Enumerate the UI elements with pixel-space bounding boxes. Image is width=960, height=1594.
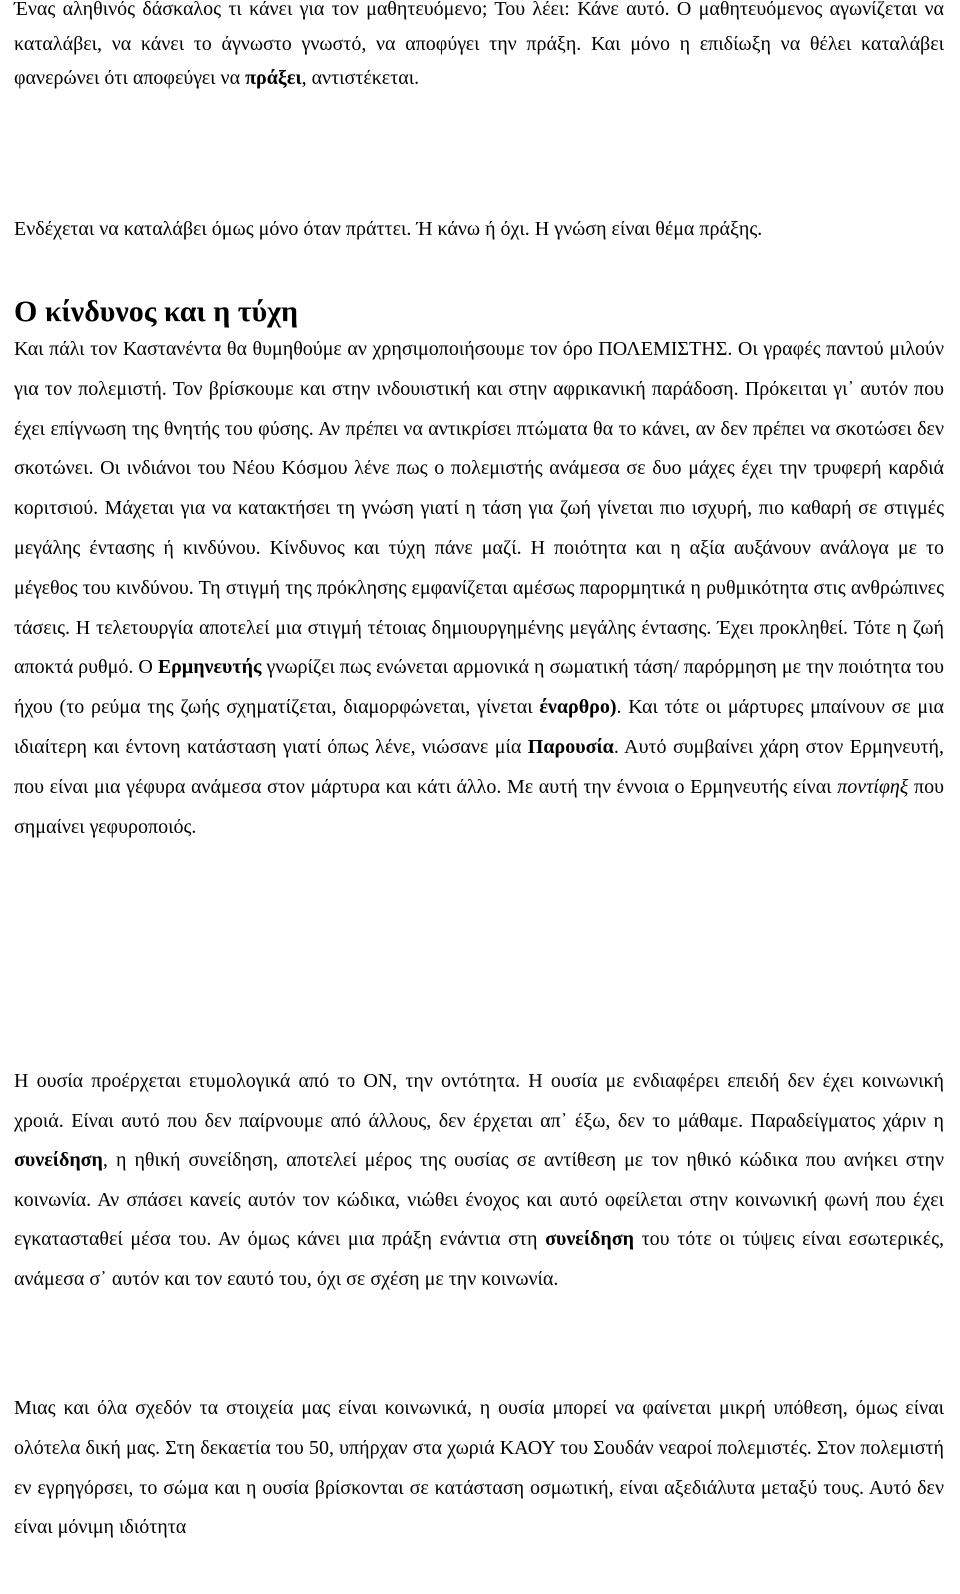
- paragraph-teacher-tail: , αντιστέκεται.: [301, 67, 420, 89]
- paragraph-warrior-text-3: . Και τότε οι μάρτυρες μπαίνουν σε μια ιδιαίτερη και έντονη κατάσταση γιατί όπως λένε, νιώσανε μία: [14, 696, 944, 758]
- bold-presence: Παρουσία: [527, 735, 614, 758]
- paragraph-essence: [14, 1062, 944, 1300]
- bold-conscience-2: συνείδηση: [545, 1228, 634, 1251]
- paragraph-warrior-tail: που σημαίνει γεφυροποιός.: [14, 775, 945, 838]
- paragraph-knowledge: Ενδέχεται να καταλάβει όμως μόνο όταν πράττει. Ή κάνω ή όχι. Η γνώση είναι θέμα πράξης.: [14, 218, 763, 240]
- paragraph-warrior-text-4: . Αυτό συμβαίνει χάρη στον Ερμηνευτή, που είναι μια γέφυρα ανάμεσα στον μάρτυρα και κάτι άλλο. Με αυτή την έννοια ο Ερμηνευτής είναι: [14, 735, 944, 798]
- paragraph-essence-text: Η ουσία προέρχεται ετυμολογικά από το ΟΝ, την οντότητα. Η ουσία με ενδιαφέρει επειδή δεν έχει κοινωνική χροιά. Είναι αυτό που δεν παίρνουμε από άλλους, δεν έρχεται απ᾽ έξω, δεν το μάθαμε. Παραδείγματος χάριν η: [14, 1070, 944, 1132]
- bold-conscience: συνείδηση: [14, 1149, 103, 1172]
- bold-articulate: έναρθρο): [539, 696, 617, 719]
- paragraph-essence-text-2: , η ηθική συνείδηση, αποτελεί μέρος της ουσίας σε αντίθεση με τον ηθικό κώδικα που ανήκει στην κοινωνία. Αν σπάσει κανείς αυτόν τον κώδικα, νιώθει ένοχος και αυτό οφείλεται στην κοινωνική φωνή που έχει εγκατασταθεί μέσα του. Αν όμως κάνει μια πράξη ενάντια στη: [14, 1149, 944, 1251]
- paragraph-essence-tail: του τότε οι τύψεις είναι εσωτερικές, ανάμεσα σ᾽ αυτόν και τον εαυτό του, όχι σε σχέση με την κοινωνία.: [14, 1228, 945, 1290]
- paragraph-teacher-text: Ένας αληθινός δάσκαλος τι κάνει για τον μαθητευόμενο; Του λέει: Κάνε αυτό. Ο μαθητευόμενος αγωνίζεται να καταλάβει, να κάνει το άγνωστο γνωστό, να αποφύγει την πράξη. Και μόνο η επιδίωξη να θέλει καταλάβει φανερώνει ότι αποφεύγει να: [14, 0, 944, 89]
- paragraph-warrior: [14, 330, 944, 847]
- bold-praxei: πράξει: [245, 67, 302, 89]
- bold-interpreter: Ερμηνευτής: [157, 656, 262, 679]
- section-heading: Ο κίνδυνος και η τύχη: [14, 295, 299, 328]
- paragraph-warrior-text: Και πάλι τον Καστανέντα θα θυμηθούμε αν χρησιμοποιήσουμε τον όρο ΠΟΛΕΜΙΣΤΗΣ. Οι γραφές παντού μιλούν για τον πολεμιστή. Τον βρίσκουμε και στην ινδουιστική και στην αφρικανική παράδοση. Πρόκειται γι᾽ αυτόν που έχει επίγνωση της θνητής του φύσης. Αν πρέπει να αντικρίσει πτώματα θα το κάνει, αν δεν πρέπει να σκοτώσει δεν σκοτώνει. Οι ινδιάνοι του Νέου Κόσμου λένε πως ο πολεμιστής ανάμεσα σε δυο μάχες έχει την τρυφερή καρδιά κοριτσιού. Μάχεται για να κατακτήσει τη γνώση γιατί η τάση για ζωή γίνεται πιο ισχυρή, πιο καθαρή σε στιγμές μεγάλης έντασης ή κινδύνου. Κίνδυνος και τύχη πάνε μαζί. Η ποιότητα και η αξία αυξάνουν ανάλογα με το μέγεθος του κινδύνου. Τη στιγμή της πρόκλησης εμφανίζεται αμέσως παρορμητικά η ρυθμικότητα στις ανθρώπινες τάσεις. Η τελετουργία αποτελεί μια στιγμή τέτοιας δημιουργημένης μεγάλης έντασης. Έχει προκληθεί. Τότε η ζωή αποκτά ρυθμό. Ο: [14, 338, 944, 679]
- paragraph-kaou: Μιας και όλα σχεδόν τα στοιχεία μας είναι κοινωνικά, η ουσία μπορεί να φαίνεται μικρή υπόθεση, όμως είναι ολότελα δική μας. Στη δεκαετία του 50, υπήρχαν στα χωριά ΚΑΟΥ του Σουδάν νεαροί πολεμιστές. Στον πολεμιστή εν εγρηγόρσει, το σώμα και η ουσία βρίσκονται σε κατάσταση οσμωτική, είναι αξεδιάλυτα μεταξύ τους. Αυτό δεν είναι μόνιμη ιδιότητα: [14, 1397, 944, 1539]
- paragraph-teacher: [14, 0, 944, 96]
- paragraph-warrior-text-2: γνωρίζει πως ενώνεται αρμονικά η σωματική τάση/ παρόρμηση με την ποιότητα του ήχου (το ρεύμα της ζωής σχηματίζεται, διαμορφώνεται, γίνεται: [14, 656, 944, 719]
- italic-pontifex: ποντίφηξ: [837, 775, 909, 798]
